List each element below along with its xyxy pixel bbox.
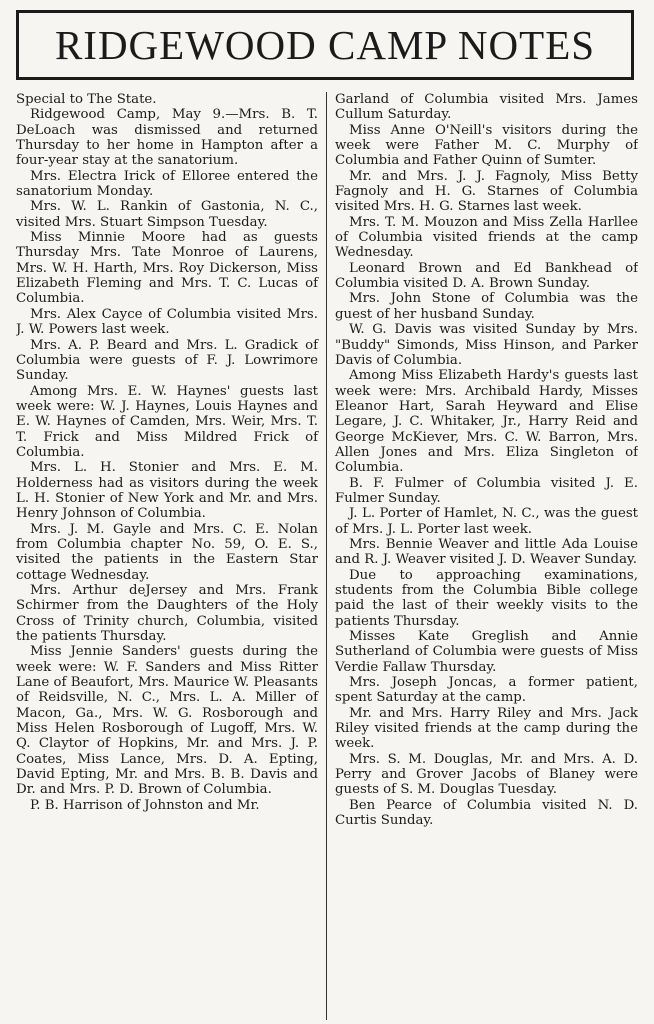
news-item: Mrs. Arthur deJersey and Mrs. Frank Schirmer from the Daughters of the Holy Cross of Trinity church, Columbia, visited the patients Thursday.: [16, 583, 318, 645]
news-item: Special to The State.: [16, 92, 157, 107]
news-item: Miss Minnie Moore had as guests Thursday Mrs. Tate Monroe of Laurens, Mrs. W. H. Harth, Mrs. Roy Dickerson, Miss Elizabeth Fleming and Mrs. T. C. Lucas of Columbia.: [16, 230, 318, 307]
headline: RIDGEWOOD CAMP NOTES: [54, 22, 596, 68]
left-column: [16, 92, 327, 1020]
news-item: B. F. Fulmer of Columbia visited J. E. Fulmer Sunday.: [335, 475, 638, 506]
news-item: Misses Kate Greglish and Annie Sutherland of Columbia were guests of Miss Verdie Fallaw Thursday.: [335, 629, 638, 675]
news-item: Miss Jennie Sanders' guests during the week were: W. F. Sanders and Miss Ritter Lane of Beaufort, Mrs. Maurice W. Pleasants of Reidsville, N. C., Mrs. L. A. Miller of Macon, Ga., Mrs. W. G. Rosborough and Miss Helen Rosborough of Lugoff, Mrs. W. Q. Claytor of Hopkins, Mr. and Mrs. J. P. Coates, Miss Lance, Mrs. D. A. Epting, David Epting, Mr. and Mrs. B. B. Davis and Dr. and Mrs. P. D. Brown of Columbia.: [16, 644, 318, 798]
news-item: Mrs. Electra Irick of Elloree entered the sanatorium Monday.: [16, 168, 318, 200]
news-item: Ben Pearce of Columbia visited N. D. Curtis Sunday.: [335, 797, 638, 829]
news-item: Due to approaching examinations, students from the Columbia Bible college paid the last of their weekly visits to the patients Thursday.: [335, 567, 638, 629]
news-item: Among Mrs. E. W. Haynes' guests last week were: W. J. Haynes, Louis Haynes and E. W. Haynes of Camden, Mrs. Weir, Mrs. T. T. Frick and Miss Mildred Frick of Columbia.: [16, 383, 318, 460]
news-item: Mrs. L. H. Stonier and Mrs. E. M. Holderness had as visitors during the week L. H. Stonier of New York and Mr. and Mrs. Henry Johnson of Columbia.: [16, 460, 318, 522]
news-item: Mrs. John Stone of Columbia was the guest of her husband Sunday.: [335, 291, 638, 322]
news-item: Mrs. Alex Cayce of Columbia visited Mrs. J. W. Powers last week.: [16, 306, 318, 338]
article-columns: [16, 92, 638, 1020]
right-column: [327, 92, 638, 1020]
news-item: Mrs. Joseph Joncas, a former patient, spent Saturday at the camp.: [335, 675, 638, 706]
news-item: Mr. and Mrs. J. J. Fagnoly, Miss Betty Fagnoly and H. G. Starnes of Columbia visited Mrs. H. G. Starnes last week.: [335, 168, 638, 215]
news-item: Mrs. T. M. Mouzon and Miss Zella Harllee of Columbia visited friends at the camp Wednesday.: [335, 214, 638, 261]
news-item: J. L. Porter of Hamlet, N. C., was the guest of Mrs. J. L. Porter last week.: [335, 506, 638, 537]
news-item: W. G. Davis was visited Sunday by Mrs. "Buddy" Simonds, Miss Hinson, and Parker Davis of Columbia.: [335, 322, 638, 368]
news-item: Garland of Columbia visited Mrs. James Cullum Saturday.: [335, 92, 638, 123]
news-item: P. B. Harrison of Johnston and Mr.: [30, 797, 260, 813]
news-item: Among Miss Elizabeth Hardy's guests last week were: Mrs. Archibald Hardy, Misses Eleanor Hart, Sarah Heyward and Elise Legare, J. C. Whitaker, Jr., Harry Reid and George McKiever, Mrs. C. W. Barron, Mrs. Allen Jones and Mrs. Eliza Singleton of Columbia.: [335, 368, 638, 476]
news-item: Mrs. A. P. Beard and Mrs. L. Gradick of Columbia were guests of F. J. Lowrimore Sunday.: [16, 337, 318, 384]
news-item: Mr. and Mrs. Harry Riley and Mrs. Jack Riley visited friends at the camp during the week.: [335, 705, 638, 752]
news-item: Mrs. Bennie Weaver and little Ada Louise and R. J. Weaver visited J. D. Weaver Sunday.: [335, 536, 638, 568]
headline-box: [16, 10, 634, 80]
news-item: Mrs. J. M. Gayle and Mrs. C. E. Nolan from Columbia chapter No. 59, O. E. S., visited the patients in the Eastern Star cottage Wednesday.: [16, 521, 318, 583]
news-item: Mrs. S. M. Douglas, Mr. and Mrs. A. D. Perry and Grover Jacobs of Blaney were guests of S. M. Douglas Tuesday.: [335, 751, 638, 798]
news-item: Leonard Brown and Ed Bankhead of Columbia visited D. A. Brown Sunday.: [335, 260, 638, 292]
news-item: Miss Anne O'Neill's visitors during the week were Father M. C. Murphy of Columbia and Father Quinn of Sumter.: [335, 122, 638, 169]
news-item: Mrs. W. L. Rankin of Gastonia, N. C., visited Mrs. Stuart Simpson Tuesday.: [16, 199, 318, 230]
news-item: Ridgewood Camp, May 9.—Mrs. B. T. DeLoach was dismissed and returned Thursday to her home in Hampton after a four-year stay at the sanatorium.: [16, 107, 318, 169]
